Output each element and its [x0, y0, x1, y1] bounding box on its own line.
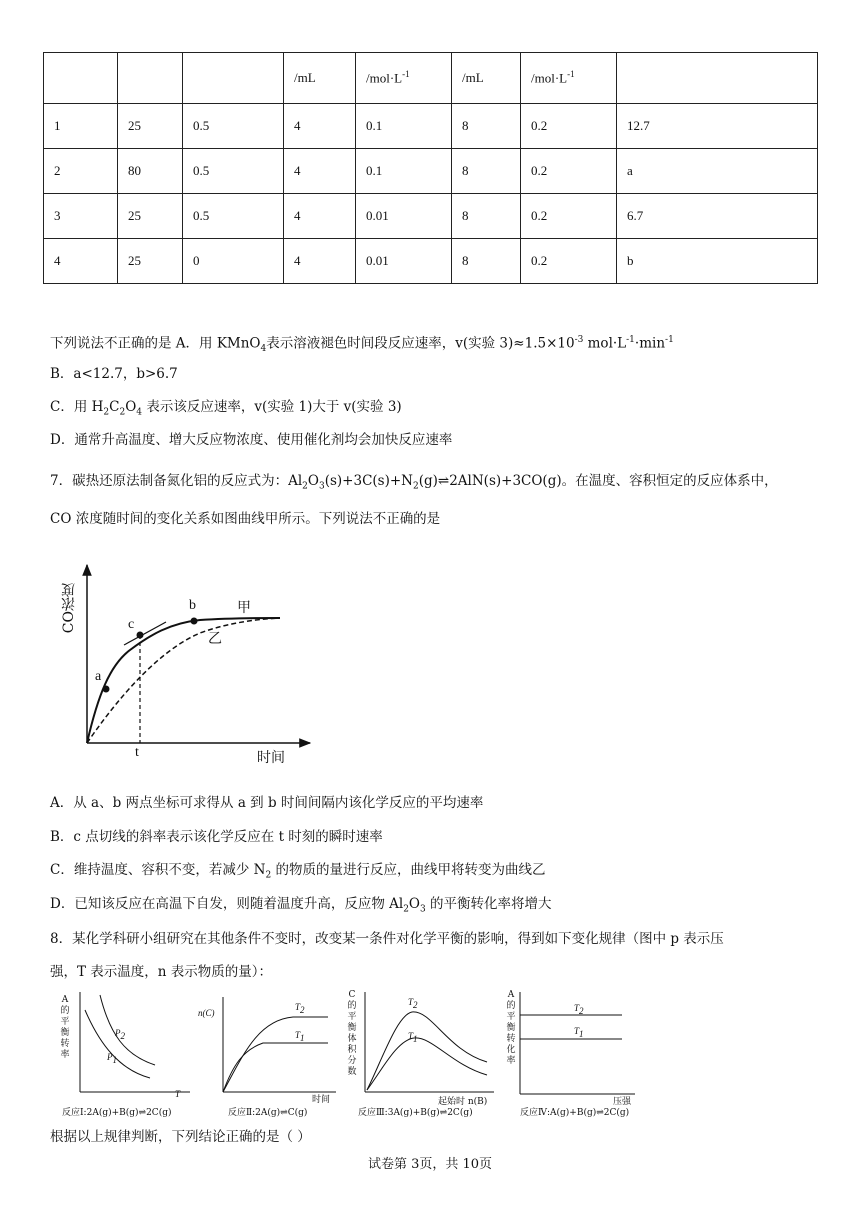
table-cell: 6.7	[617, 194, 818, 239]
table-cell: 0.5	[183, 149, 284, 194]
table-row	[44, 194, 818, 239]
curve-p1	[85, 1010, 150, 1078]
table-cell: 4	[284, 104, 356, 149]
header-cell: $/mol\cdot L^{-1}$	[356, 53, 452, 104]
graph3-t1-label: $T_1$	[408, 1031, 418, 1044]
table-cell: 0.2	[521, 239, 617, 284]
graph4-y-label: A 的 平 衡 转 化 率	[506, 990, 516, 1066]
table-row	[44, 239, 818, 284]
q6-option-b: B．a<12.7，b>6.7	[50, 366, 178, 382]
table-cell: 0.01	[356, 239, 452, 284]
q7-option-b: B．c 点切线的斜率表示该化学反应在 t 时刻的瞬时速率	[50, 829, 383, 845]
q7-option-c: C．维持温度、容积不变，若减少 $N_2$ 的物质的量进行反应，曲线甲将转变为曲线乙	[50, 862, 546, 881]
graph-reaction-3	[362, 990, 497, 1095]
graph4-caption: 反应Ⅳ:A(g)+B(g)⇌2C(g)	[520, 1108, 630, 1118]
graph1-caption: 反应Ⅰ:2A(g)+B(g)⇌2C(g)	[62, 1108, 172, 1118]
graph3-x-label: 起始时 n(B)	[438, 1097, 488, 1107]
point-a-marker	[103, 686, 110, 693]
curve-yi-label: 乙	[208, 631, 222, 647]
graph1-p2-label: $P_2$	[115, 1028, 125, 1041]
table-cell: 8	[452, 149, 521, 194]
table-cell: 12.7	[617, 104, 818, 149]
table-cell: 0.2	[521, 104, 617, 149]
graph-reaction-1	[75, 990, 195, 1102]
graph2-caption: 反应Ⅱ:2A(g)⇌C(g)	[228, 1108, 308, 1118]
table-cell: 8	[452, 239, 521, 284]
page-footer: 试卷第 3页，共 10页	[367, 1157, 493, 1172]
table-cell: 8	[452, 194, 521, 239]
header-cell: /mL	[452, 53, 521, 104]
graph4-t1-label: $T_1$	[574, 1026, 584, 1039]
point-b-marker	[191, 618, 198, 625]
table-cell: 25	[118, 104, 183, 149]
table-cell: a	[617, 149, 818, 194]
graph-x-label: 时间	[257, 750, 285, 766]
header-cell	[617, 53, 818, 104]
q6-stem: 下列说法不正确的是 A．用 KMnO$_4$表示溶液褪色时间段反应速率，v(实验 $3)\approx 1.5\times 10^{-3}$ $mol\cdot L^{-1}\cdot\min^{-1}$	[50, 335, 674, 355]
q7-stem-line1: 7．碳热还原法制备氮化铝的反应式为：$Al_2O_3(s)+3C(s)+N_2(g)\rightleftharpoons 2AlN(s)+3CO(g)$。在温度、容积恒定的反应体系中，	[50, 473, 778, 492]
table-cell: 25	[118, 194, 183, 239]
tick-t-label: t	[135, 745, 139, 760]
table-cell: 2	[44, 149, 118, 194]
graph3-t2-label: $T_2$	[408, 997, 418, 1010]
graph2-x-label: 时间	[312, 1095, 331, 1105]
graph-y-label: CO浓度	[61, 583, 77, 634]
table-cell: 3	[44, 194, 118, 239]
table-cell: 80	[118, 149, 183, 194]
table-cell: 0.5	[183, 104, 284, 149]
table-cell: 4	[44, 239, 118, 284]
graph3-caption: 反应Ⅲ:3A(g)+B(g)⇌2C(g)	[358, 1108, 473, 1118]
curve-t1	[367, 1038, 487, 1090]
curve-t2	[223, 1017, 328, 1092]
point-c-label: c	[128, 617, 135, 632]
table-header-row	[44, 53, 818, 104]
table-cell: 0.01	[356, 194, 452, 239]
table-cell: 25	[118, 239, 183, 284]
q8-stem-line2: 强，T 表示温度，n 表示物质的量）：	[50, 964, 273, 980]
table-cell: 0	[183, 239, 284, 284]
graph2-y-label: n(C)	[198, 1008, 215, 1018]
q8-question: 根据以上规律判断，下列结论正确的是（ ）	[50, 1129, 311, 1145]
table-cell: b	[617, 239, 818, 284]
graph2-t2-label: $T_2$	[295, 1002, 305, 1015]
header-cell: /mL	[284, 53, 356, 104]
table-cell: 8	[452, 104, 521, 149]
header-cell: $/mol\cdot L^{-1}$	[521, 53, 617, 104]
table-cell: 4	[284, 239, 356, 284]
q6-option-d: D．通常升高温度、增大反应物浓度、使用催化剂均会加快反应速率	[50, 432, 453, 448]
header-cell	[118, 53, 183, 104]
table-cell: 1	[44, 104, 118, 149]
graph1-p1-label: $P_1$	[107, 1052, 117, 1065]
table-cell: 0.1	[356, 104, 452, 149]
experiment-table	[43, 52, 818, 284]
point-a-label: a	[95, 669, 102, 684]
q7-option-d: D．已知该反应在高温下自发，则随着温度升高，反应物 $Al_2O_3$ 的平衡转化率将增大	[50, 896, 552, 915]
table-cell: 0.2	[521, 149, 617, 194]
q6-option-c: C．用 $H_2C_2O_4$ 表示该反应速率，v(实验 1)大于 v(实验 3)	[50, 399, 402, 418]
table-cell: 4	[284, 149, 356, 194]
q7-option-a: A．从 a、b 两点坐标可求得从 a 到 b 时间间隔内该化学反应的平均速率	[50, 795, 484, 811]
graph-reaction-2	[218, 995, 338, 1095]
curve-jia-label: 甲	[237, 600, 251, 616]
header-cell	[183, 53, 284, 104]
graph1-y-label: A 的 平 衡 转 率	[60, 995, 70, 1060]
co-concentration-graph	[60, 555, 320, 775]
graph1-x-label: T	[175, 1089, 181, 1099]
graph4-x-label: 压强	[613, 1097, 632, 1107]
curve-t1	[223, 1043, 328, 1092]
curve-jia	[87, 618, 280, 743]
graph3-y-label: C 的 平 衡 体 积 分 数	[347, 990, 357, 1077]
table-row	[44, 149, 818, 194]
q7-stem-line2: CO 浓度随时间的变化关系如图曲线甲所示。下列说法不正确的是	[50, 511, 441, 527]
table-cell: 0.5	[183, 194, 284, 239]
header-cell	[44, 53, 118, 104]
table-row	[44, 104, 818, 149]
table-cell: 4	[284, 194, 356, 239]
table-cell: 0.1	[356, 149, 452, 194]
table-cell: 0.2	[521, 194, 617, 239]
curve-yi	[87, 618, 280, 743]
point-b-label: b	[189, 598, 196, 613]
graph4-t2-label: $T_2$	[574, 1003, 584, 1016]
q8-stem-line1: 8．某化学科研小组研究在其他条件不变时，改变某一条件对化学平衡的影响，得到如下变化规律（图中 p 表示压	[50, 931, 724, 947]
point-c-marker	[137, 632, 144, 639]
graph2-t1-label: $T_1$	[295, 1030, 305, 1043]
curve-t2	[367, 1012, 487, 1090]
